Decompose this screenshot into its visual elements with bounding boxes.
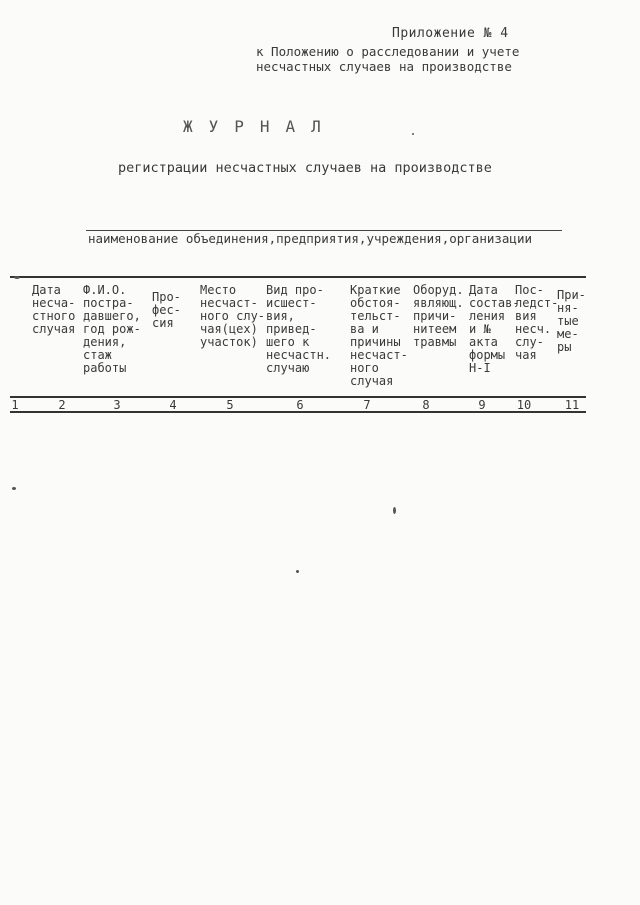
col-header-equipment: Оборуд. являющ. причи- нитеем травмы [413,283,464,349]
scan-speck [393,507,396,514]
col-number: 1 [11,398,19,412]
col-number: 9 [478,398,486,412]
scan-speck [12,487,16,490]
col-header-incident-type: Вид про- исшест- вия, привед- шего к несчастн. случаю [266,283,332,375]
journal-title: ЖУРНАЛ [183,117,337,136]
col-header-victim: Ф.И.О. постра- давшего, год рож- дения, стаж работы [83,283,141,375]
col-header-consequences: Пос- ледст- вия несч. слу- чая [515,283,559,362]
col-number: 6 [296,398,304,412]
col-header-date: Дата несча- стного случая [32,283,76,336]
organization-name-label: наименование объединения,предприятия,учреждения,организации [88,231,533,246]
col-header-profession: Про- фес- сия [152,290,181,330]
appendix-reference-line-2: несчастных случаев на производстве [256,59,512,74]
journal-subtitle: регистрации несчастных случаев на производстве [118,160,492,176]
col-header-measures: При- ня- тые ме- ры [557,288,586,354]
col-number: 7 [363,398,371,412]
col-number: 10 [516,398,532,412]
table-top-rule [10,276,586,278]
col-number: 4 [169,398,177,412]
col-header-circumstances: Краткие обстоя- тельст- ва и причины несчаст- ного случая [350,283,408,388]
col-number: 5 [226,398,234,412]
col-number: 3 [113,398,121,412]
scan-speck [412,133,414,135]
appendix-reference-line-1: к Положению о расследовании и учете [256,44,520,59]
col-number: 11 [564,398,580,412]
appendix-number: Приложение № 4 [392,26,509,41]
col-header-place: Место несчаст- ного слу- чая(цех) участок) [200,283,266,349]
scan-speck [296,570,299,573]
table-bottom-rule [10,411,586,413]
col-header-act-date: Дата состав- ления и № акта формы Н-I [469,283,520,375]
scan-speck [14,276,20,279]
col-number: 2 [58,398,66,412]
col-number: 8 [422,398,430,412]
